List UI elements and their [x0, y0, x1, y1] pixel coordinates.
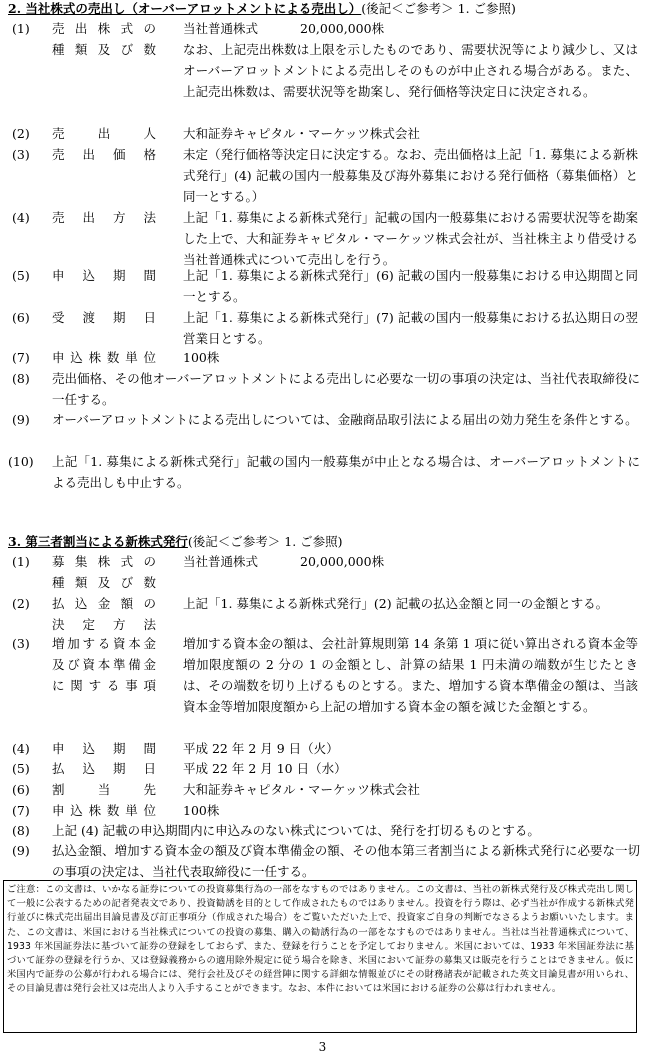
- item-content: 上記「1. 募集による新株式発行」記載の国内一般募集における需要状況等を勘案した上で、大和証券キャピタル・マーケッツ株式会社が、当社株主より借受ける当社普通株式について売出しを行う。: [183, 210, 638, 267]
- item-number: (7): [12, 350, 30, 365]
- label-line: 売出方法: [52, 210, 156, 225]
- section3-reference: (後記＜ご参考＞ 1. ご参照): [187, 534, 343, 549]
- item-note: なお、上記売出株数は上限を示したものであり、需要状況等により減少し、又はオーバーアロットメントによる売出しそのものが中止される場合がある。また、上記売出株数は、需要状況等を勘案し、発行価格等決定日に決定される。: [183, 42, 638, 99]
- item-label: [52, 758, 162, 779]
- item-content: 100株: [183, 803, 220, 818]
- item-content: [183, 551, 638, 572]
- share-type: 当社普通株式: [183, 554, 259, 569]
- section2-heading: [8, 1, 516, 17]
- item-number: (8): [12, 823, 30, 838]
- item-number: (9): [12, 843, 30, 858]
- item-content: 平成 22 年 2 月 9 日（火）: [183, 741, 339, 756]
- label-line: 受渡期日: [52, 310, 156, 325]
- item-label: [52, 123, 162, 144]
- item-number: (8): [12, 371, 30, 386]
- label-line: 種類及び数: [52, 575, 156, 590]
- label-line: 申込株数単位: [52, 803, 156, 818]
- item-content: 未定（発行価格等決定日に決定する。なお、売出価格は上記「1. 募集による新株式発行」(4) 記載の国内一般募集及び海外募集における発行価格（募集価格）と同一とする。）: [183, 147, 638, 204]
- item-label: [52, 307, 162, 328]
- label-line: 及び資本準備金: [52, 657, 156, 672]
- item-text: 払込金額、増加する資本金の額及び資本準備金の額、その他本第三者割当による新株式発行に必要な一切の事項の決定は、当社代表取締役に一任する。: [52, 843, 640, 879]
- label-line: 増加する資本金: [52, 636, 156, 651]
- section2-title: 2. 当社株式の売出し（オーバーアロットメントによる売出し）: [8, 1, 362, 16]
- page-number: 3: [318, 1040, 327, 1054]
- item-number: (2): [12, 596, 30, 611]
- label-line: 売出株式の: [52, 21, 156, 36]
- section2-reference: (後記＜ご参考＞ 1. ご参照): [361, 1, 516, 16]
- item-number: (4): [12, 210, 30, 225]
- label-line: 払込期日: [52, 761, 156, 776]
- item-text: 上記「1. 募集による新株式発行」記載の国内一般募集が中止となる場合は、オーバーアロットメントによる売出しも中止する。: [52, 454, 640, 490]
- share-count: 20,000,000株: [300, 21, 385, 36]
- item-text: オーバーアロットメントによる売出しについては、金融商品取引法による届出の効力発生を条件とする。: [52, 412, 638, 427]
- item-label: [52, 144, 162, 165]
- item-content: 100株: [183, 350, 220, 365]
- item-number: (10): [8, 454, 34, 469]
- item-content: 大和証券キャピタル・マーケッツ株式会社: [183, 126, 420, 141]
- share-type: 当社普通株式: [183, 21, 259, 36]
- item-number: (5): [12, 268, 30, 283]
- label-line: 募集株式の: [52, 554, 156, 569]
- item-content: [183, 18, 638, 102]
- item-label: [52, 18, 162, 60]
- label-line: 払込金額の: [52, 596, 156, 611]
- item-label: [52, 738, 162, 759]
- item-content: 上記「1. 募集による新株式発行」(2) 記載の払込金額と同一の金額とする。: [183, 596, 609, 611]
- label-line: 売出価格: [52, 147, 156, 162]
- item-label: [52, 593, 162, 635]
- item-label: [52, 207, 162, 228]
- label-line: 種類及び数: [52, 42, 156, 57]
- label-line: 申込期間: [52, 268, 156, 283]
- label-line: 決定方法: [52, 617, 156, 632]
- share-count: 20,000,000株: [300, 554, 385, 569]
- item-label: [52, 800, 162, 821]
- item-number: (1): [12, 554, 30, 569]
- item-number: (3): [12, 636, 30, 651]
- item-number: (6): [12, 310, 30, 325]
- item-number: (4): [12, 741, 30, 756]
- item-number: (3): [12, 147, 30, 162]
- item-label: [52, 347, 162, 368]
- item-number: (7): [12, 803, 30, 818]
- label-line: に関する事項: [52, 678, 156, 693]
- section3-heading: [8, 534, 343, 550]
- item-number: (9): [12, 412, 30, 427]
- label-line: 売 出 人: [52, 126, 156, 141]
- item-label: [52, 633, 162, 696]
- disclaimer-notice-box: ご注意：この文書は、いかなる証券についての投資募集行為の一部をなすものではありません。この文書は、当社の新株式発行及び株式売出し関して一般に公表するための記者発表文であり、投資勧誘を目的として作成されたものではありません。投資を行う際は、必ず当社が作成する新株式発行並びに株式売出届出目論見書及び訂正事項分（作成された場合）をご覧いただいた上で、投資家ご自身の判断でなさるようお願いいたします。また、この文書は、米国における当社株式についての投資の募集、購入の勧誘行為の一部をなすものではありません。当社は当社普通株式について、1933 年米国証券法に基づいて証券の登録をしておらず、また、登録を行うことを予定しておりません。米国においては、1933 年米国証券法に基づいて証券の登録を行うか、又は登録義務からの適用除外規定に従う場合を除き、米国において証券の募集又は販売を行うことはできません。仮に米国内で証券の公募が行われる場合には、発行会社及びその経営陣に関する詳細な情報並びにその財務諸表が記載された英文目論見書が用いられ、その目論見書は発行会社又は売出人より入手することができます。なお、本件においては米国における証券の公募は行われません。: [3, 880, 637, 1033]
- item-number: (2): [12, 126, 30, 141]
- item-number: (5): [12, 761, 30, 776]
- item-number: (1): [12, 21, 30, 36]
- item-content: 平成 22 年 2 月 10 日（水）: [183, 761, 347, 776]
- item-number: (6): [12, 782, 30, 797]
- section3-title: 3. 第三者割当による新株式発行: [8, 534, 188, 549]
- item-content: 上記「1. 募集による新株式発行」(7) 記載の国内一般募集における払込期日の翌営業日とする。: [183, 310, 638, 346]
- item-label: [52, 265, 162, 286]
- item-text: 上記 (4) 記載の申込期間内に申込みのない株式については、発行を打切るものとする。: [52, 823, 540, 838]
- item-content: 大和証券キャピタル・マーケッツ株式会社: [183, 782, 420, 797]
- item-label: [52, 551, 162, 593]
- item-label: [52, 779, 162, 800]
- item-content: 増加する資本金の額は、会社計算規則第 14 条第 1 項に従い算出される資本金等増加限度額の 2 分の 1 の金額とし、計算の結果 1 円未満の端数が生じたときは、その端数を切り上げるものとする。また、増加する資本準備金の額は、当該資本金等増加限度額から上記の増加する資本金の額を減じた金額とする。: [183, 636, 638, 714]
- label-line: 割 当 先: [52, 782, 156, 797]
- item-content: 上記「1. 募集による新株式発行」(6) 記載の国内一般募集における申込期間と同一とする。: [183, 268, 638, 304]
- label-line: 申込期間: [52, 741, 156, 756]
- label-line: 申込株数単位: [52, 350, 156, 365]
- item-text: 売出価格、その他オーバーアロットメントによる売出しに必要な一切の事項の決定は、当社代表取締役に一任する。: [52, 371, 640, 407]
